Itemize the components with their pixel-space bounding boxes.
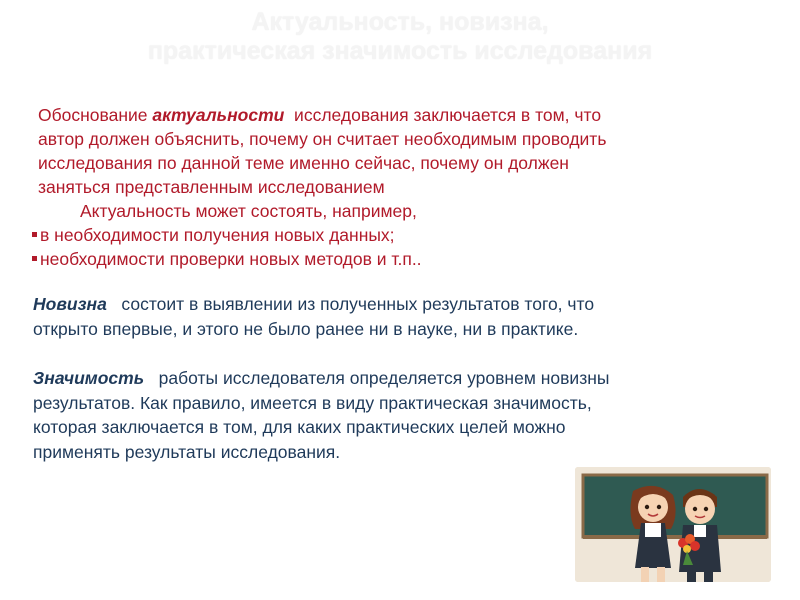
actuality-prefix: Обоснование [38, 105, 153, 125]
schoolchildren-illustration [575, 467, 771, 582]
significance-line-3: которая заключается в том, для каких практических целей можно [33, 417, 566, 437]
novelty-line1-rest: состоит в выявлении из полученных результатов того, что [106, 294, 595, 314]
actuality-line-3: исследования по данной теме именно сейчас, почему он должен [38, 153, 569, 173]
actuality-line1-rest: исследования заключается в том, что [284, 105, 602, 125]
list-item: необходимости проверки новых методов и т.п.. [38, 247, 768, 271]
actuality-block [38, 103, 768, 271]
significance-line-4: применять результаты исследования. [33, 441, 341, 462]
schoolchildren-image [575, 467, 771, 582]
title-line-2: практическая значимость исследования [147, 37, 653, 65]
novelty-line-2: открыто впервые, и этого не было ранее ни в науке, ни в практике. [33, 318, 579, 339]
bullet-icon [32, 256, 37, 261]
actuality-line-4: заняться представленным исследованием [38, 177, 385, 197]
actuality-line-2: автор должен объяснить, почему он считает необходимым проводить [38, 129, 607, 149]
significance-line1-rest: работы исследователя определяется уровнем новизны [144, 368, 610, 388]
novelty-keyword: Новизна [33, 294, 107, 314]
actuality-keyword: актуальности [152, 105, 285, 125]
significance-line-2: результатов. Как правило, имеется в виду практическая значимость, [33, 392, 592, 413]
list-item: в необходимости получения новых данных; [38, 223, 768, 247]
title-line-1: Актуальность, новизна, [251, 8, 549, 36]
significance-keyword: Значимость [33, 368, 145, 388]
slide-title [0, 8, 800, 66]
novelty-significance-block [33, 292, 773, 464]
boy-figure [679, 489, 721, 582]
actuality-examples-intro: Актуальность может состоять, например, [80, 201, 417, 221]
bullet-icon [32, 232, 37, 237]
